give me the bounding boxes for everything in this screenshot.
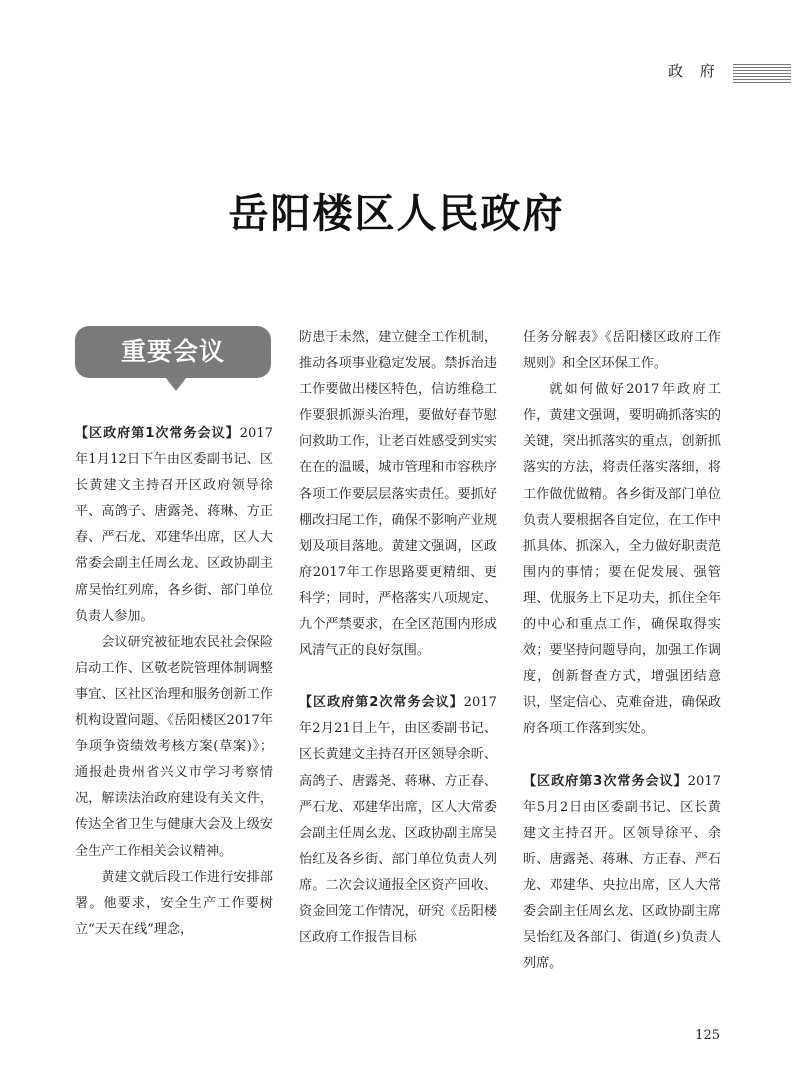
text-column-3 [523, 325, 721, 977]
text-column-1 [75, 421, 273, 943]
paragraph: 防患于未然，建立健全工作机制，推动各项事业稳定发展。禁拆治违工作要做出楼区特色，信访维稳工作要狠抓源头治理，要做好春节慰问救助工作，让老百姓感受到实实在在的温暖，城市管理和市容秩序各项工作要层层落实责任。要抓好棚改扫尾工作，确保不影响产业规划及项目落地。黄建文强调，区政府2017年工作思路要更精细、更科学；同时，严格落实八项规定、九个严禁要求，在全区范围内形成风清气正的良好氛围。 [299, 330, 497, 659]
paragraph [523, 769, 721, 978]
meeting-heading: 【区政府第3次常务会议】 [523, 773, 688, 789]
paragraph-text: 2017年2月21日上午，由区委副书记、区长黄建文主持召开区领导余昕、高鸽子、唐露尧、蒋琳、方正春、严石龙、邓建华出席，区人大常委会副主任周幺龙、区政协副主席吴怡红及各乡街、部门单位负责人列席。二次会议通报全区资产回收、资金回笼工作情况，研究《岳阳楼区政府工作报告目标 [299, 695, 497, 946]
paragraph: 任务分解表》《岳阳楼区政府工作规则》和全区环保工作。 [523, 330, 721, 372]
text-column-2 [299, 325, 497, 951]
paragraph: 就如何做好2017年政府工作，黄建文强调，要明确抓落实的关键，突出抓落实的重点，创新抓落实的方法，将责任落实落细，将工作做优做精。各乡街及部门单位负责人要根据各自定位，在工作中抓具体、抓深入，全力做好职责范围内的事情；要在促发展、强管理、优服务上下足功夫，抓住全年的中心和重点工作，确保取得实效；要坚持问题导向，加强工作调度，创新督查方式，增强团结意识，坚定信心、克难奋进，确保政府各项工作落到实处。 [523, 382, 721, 737]
paragraph-text: 2017年1月12日下午由区委副书记、区长黄建文主持召开区政府领导徐平、高鸽子、唐露尧、蒋琳、方正春、严石龙、邓建华出席，区人大常委会副主任周幺龙、区政协副主席吴怡红列席，各乡街、部门单位负责人参加。 [75, 426, 273, 624]
paragraph [75, 421, 273, 630]
paragraph: 黄建文就后段工作进行安排部署。他要求，安全生产工作要树立“天天在线”理念， [75, 869, 273, 937]
running-head: 政 府 [668, 62, 721, 80]
meeting-heading: 【区政府第1次常务会议】 [75, 426, 240, 441]
section-badge: 重要会议 [75, 326, 271, 378]
paragraph [299, 690, 497, 951]
paragraph: 会议研究被征地农民社会保险启动工作、区敬老院管理体制调整事宜、区社区治理和服务创新工作机构设置问题、《岳阳楼区2017年争项争资绩效考核方案(草案)》；通报赴贵州省兴义市学习考察情况，解读法治政府建设有关文件，传达全省卫生与健康大会及上级安全生产工作相关会议精神。 [75, 634, 273, 859]
header-rule-lines [733, 64, 791, 85]
page-number: 125 [695, 1028, 720, 1043]
page-title: 岳阳楼区人民政府 [228, 190, 565, 237]
paragraph-text: 2017年5月2日由区委副书记、区长黄建文主持召开。区领导徐平、余昕、唐露尧、蒋琳、方正春、严石龙、邓建华、央拉出席，区人大常委会副主任周幺龙、区政协副主席吴怡红及各部门、街道(乡)负责人列席。 [523, 773, 721, 972]
section-badge-pointer [166, 378, 186, 391]
meeting-heading: 【区政府第2次常务会议】 [299, 695, 464, 711]
